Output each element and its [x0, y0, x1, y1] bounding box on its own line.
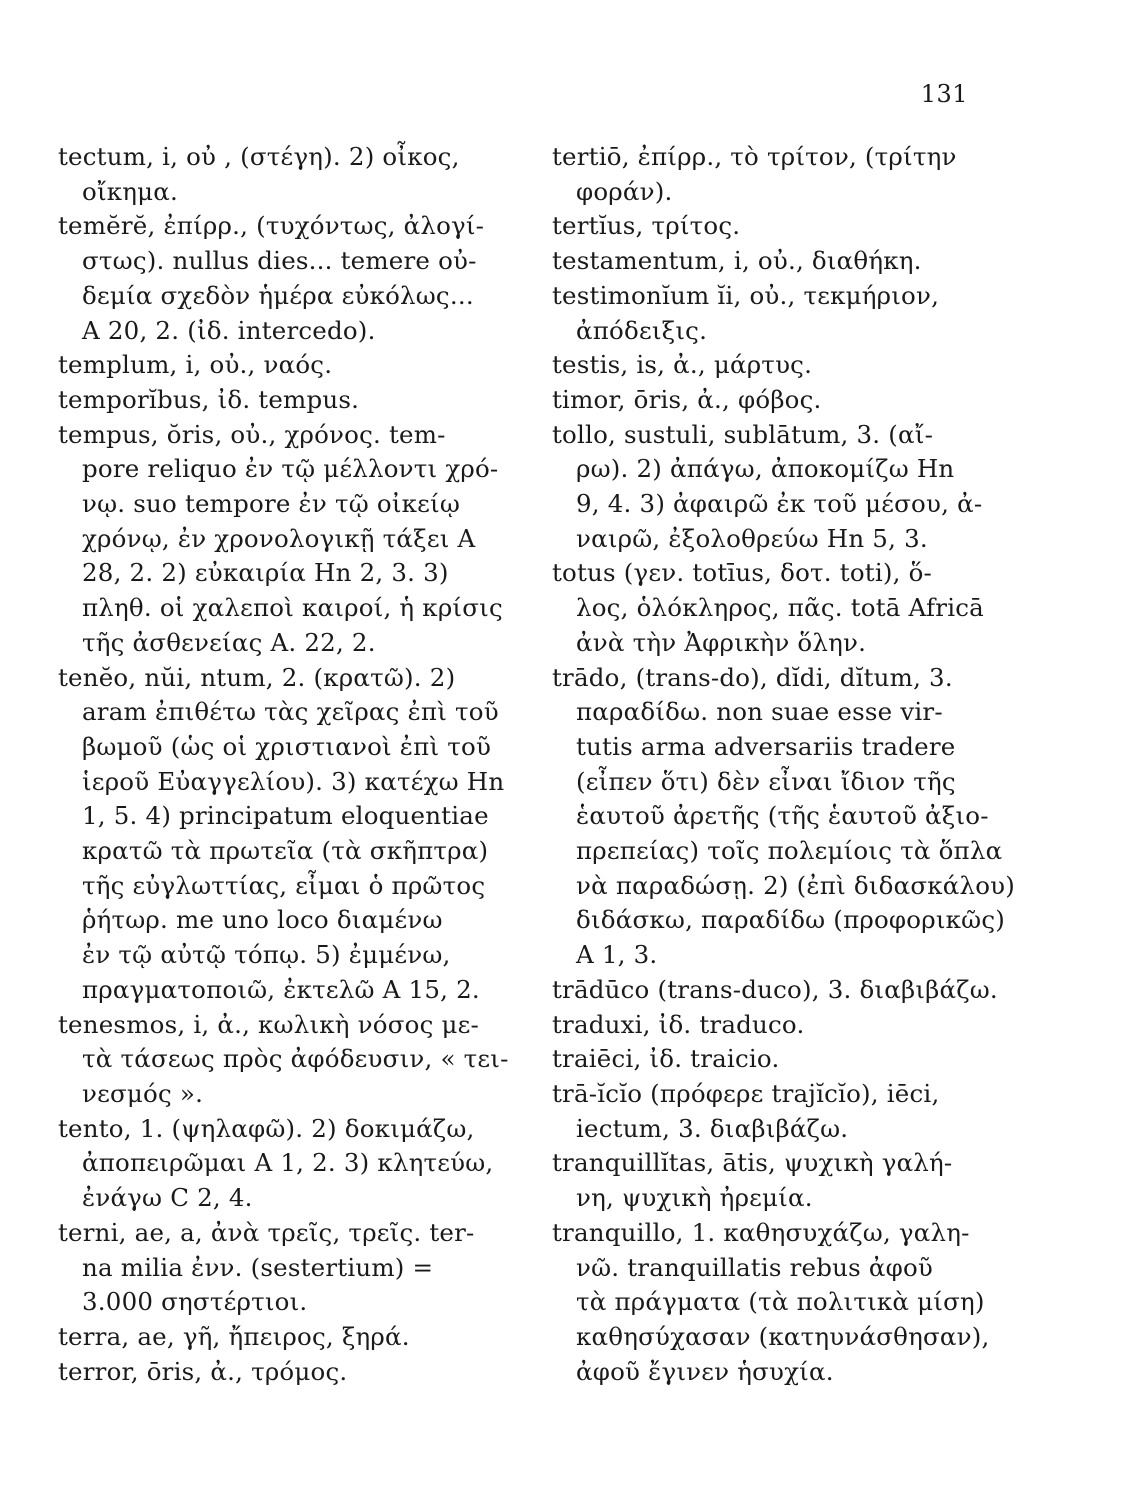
entry-line: testamentum, i, οὐ., διαθήκη. [552, 246, 922, 276]
entry-line: κρατῶ τὰ πρωτεῖα (τὰ σκῆπτρα) [82, 836, 489, 866]
entry-line: δεμία σχεδὸν ἡμέρα εὐκόλως... [82, 280, 474, 310]
entry-line: tenĕo, nŭi, ntum, 2. (κρατῶ). 2) [58, 662, 456, 692]
entry-line: na milia ἐνν. (sestertium) = [82, 1252, 434, 1282]
entry-line: ῥήτωρ. me uno loco διαμένω [82, 905, 443, 935]
entry-line: τῆς εὐγλωττίας, εἶμαι ὁ πρῶτος [82, 870, 486, 900]
entry-line: terra, ae, γῆ, ἤπειρος, ξηρά. [58, 1321, 410, 1351]
entry-line: temporĭbus, ἰδ. tempus. [58, 384, 360, 414]
entry-line: οἴκημα. [82, 176, 179, 206]
entry-line: ρω). 2) ἀπάγω, ἀποκομίζω Hn [576, 454, 955, 484]
entry-line: χρόνῳ, ἐν χρονολογικῇ τάξει A [82, 523, 476, 553]
entry-line: 28, 2. 2) εὐκαιρία Hn 2, 3. 3) [82, 558, 449, 588]
entry-line: testimonĭum ĭi, οὐ., τεκμήριον, [552, 280, 940, 310]
entry-line: tutis arma adversariis tradere [576, 731, 956, 761]
page-number: 131 [920, 80, 968, 108]
entry-line: 3.000 σηστέρτιοι. [82, 1287, 308, 1317]
entry-line: traduxi, ἰδ. traduco. [552, 1009, 805, 1039]
entry-line: trādo, (trans-do), dĭdi, dĭtum, 3. [552, 662, 953, 692]
entry-line: aram ἐπιθέτω τὰς χεῖρας ἐπὶ τοῦ [82, 697, 499, 727]
entry-line: pore reliquo ἐν τῷ μέλλοντι χρό- [82, 454, 499, 484]
entry-line: tenesmos, i, ἀ., κωλικὴ νόσος με- [58, 1009, 479, 1039]
entry-line: νεσμός ». [82, 1078, 204, 1108]
entry-line: ναιρῶ, ἐξολοθρεύω Hn 5, 3. [576, 523, 928, 553]
entry-line: terror, ōris, ἀ., τρόμος. [58, 1356, 348, 1386]
entry-line: στως). nullus dies... temere οὐ- [82, 246, 477, 276]
entry-line: tertĭus, τρίτος. [552, 211, 741, 241]
entry-line: πρεπείας) τοῖς πολεμίοις τὰ ὅπλα [576, 836, 1003, 866]
entry-line: νῶ. tranquillatis rebus ἀφοῦ [576, 1252, 933, 1282]
entry-line: iectum, 3. διαβιβάζω. [576, 1113, 849, 1143]
entry-line: παραδίδω. non suae esse vir- [576, 697, 943, 727]
entry-line: τὰ τάσεως πρὸς ἀφόδευσιν, « τει- [82, 1044, 509, 1074]
left-column [58, 140, 528, 1389]
entry-line: νὰ παραδώσῃ. 2) (ἐπὶ διδασκάλου) [576, 870, 1016, 900]
entry-line: πληθ. οἱ χαλεποὶ καιροί, ἡ κρίσις [82, 593, 503, 623]
entry-line: ἀφοῦ ἔγινεν ἡσυχία. [576, 1356, 834, 1386]
entry-line: tranquillo, 1. καθησυχάζω, γαλη- [552, 1217, 970, 1247]
entry-line: ἐνάγω C 2, 4. [82, 1183, 253, 1213]
entry-line: temĕrĕ, ἐπίρρ., (τυχόντως, ἀλογί- [58, 211, 485, 241]
entry-line: νῳ. suo tempore ἐν τῷ οἰκείῳ [82, 489, 461, 519]
entry-line: πραγματοποιῶ, ἐκτελῶ A 15, 2. [82, 974, 480, 1004]
entry-line: 9, 4. 3) ἀφαιρῶ ἐκ τοῦ μέσου, ἀ- [576, 489, 983, 519]
entry-line: tollo, sustuli, sublātum, 3. (αἴ- [552, 419, 934, 449]
entry-line: tectum, i, οὐ , (στέγη). 2) οἶκος, [58, 142, 460, 171]
entry-line: ἱεροῦ Εὐαγγελίου). 3) κατέχω Hn [82, 766, 505, 796]
entry-line: ἑαυτοῦ ἀρετῆς (τῆς ἑαυτοῦ ἀξιο- [576, 801, 989, 831]
entry-line: A 1, 3. [576, 940, 658, 970]
entry-line: βωμοῦ (ὡς οἱ χριστιανοὶ ἐπὶ τοῦ [82, 731, 492, 761]
entry-line: templum, i, οὐ., ναός. [58, 350, 333, 380]
entry-line: 1, 5. 4) principatum eloquentiae [82, 801, 489, 831]
entry-line: A 20, 2. (ἰδ. intercedo). [82, 315, 376, 345]
right-column [552, 140, 1016, 1389]
entry-line: (εἶπεν ὅτι) δὲν εἶναι ἴδιον τῆς [576, 766, 956, 796]
entry-line: τὰ πράγματα (τὰ πολιτικὰ μίση) [576, 1287, 985, 1317]
entry-line: tranquillĭtas, ātis, ψυχικὴ γαλή- [552, 1148, 953, 1178]
entry-line: tento, 1. (ψηλαφῶ). 2) δοκιμάζω, [58, 1113, 475, 1143]
entry-line: ἀπόδειξις. [576, 315, 708, 345]
entry-line: καθησύχασαν (κατηυνάσθησαν), [576, 1321, 990, 1351]
entry-line: trādūco (trans-duco), 3. διαβιβάζω. [552, 974, 998, 1004]
entry-line: trā-ĭcĭo (πρόφερε trajĭcĭo), iēci, [552, 1078, 940, 1108]
entry-line: ἀνὰ τὴν Ἀφρικὴν ὅλην. [576, 627, 867, 657]
entry-line: τῆς ἀσθενείας A. 22, 2. [82, 627, 376, 657]
entry-line: testis, is, ἀ., μάρτυς. [552, 350, 813, 380]
entry-line: totus (γεν. totīus, δοτ. toti), ὅ- [552, 558, 933, 588]
entry-line: νη, ψυχικὴ ἠρεμία. [576, 1183, 813, 1213]
entry-line: tempus, ŏris, οὐ., χρόνος. tem- [58, 419, 446, 449]
entry-line: διδάσκω, παραδίδω (προφορικῶς) [576, 905, 1006, 935]
entry-line: ἀποπειρῶμαι A 1, 2. 3) κλητεύω, [82, 1148, 494, 1178]
entry-line: ἐν τῷ αὐτῷ τόπῳ. 5) ἐμμένω, [82, 940, 451, 970]
entry-line: traiēci, ἰδ. traicio. [552, 1044, 780, 1074]
entry-line: terni, ae, a, ἀνὰ τρεῖς, τρεῖς. ter- [58, 1217, 475, 1247]
entry-line: timor, ōris, ἀ., φόβος. [552, 384, 822, 414]
entry-line: tertiō, ἐπίρρ., τὸ τρίτον, (τρίτην [552, 142, 957, 171]
entry-line: φοράν). [576, 176, 673, 206]
entry-line: λος, ὁλόκληρος, πᾶς. totā Africā [576, 593, 984, 623]
